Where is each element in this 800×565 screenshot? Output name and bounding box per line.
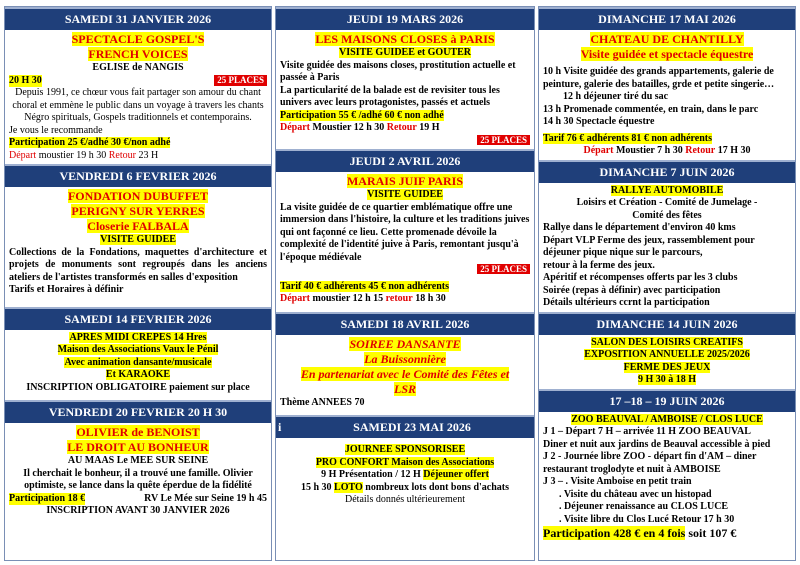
event-beauval <box>539 412 795 544</box>
program-line: . Visite du château avec un histopad <box>559 488 712 500</box>
event-highlight: Déjeuner offert <box>423 469 489 480</box>
program-line: Rallye dans le département d'environ 40 kms <box>543 222 736 233</box>
event-gospel <box>5 30 271 164</box>
price: Tarif 40 € adhérents 45 € non adhérents <box>280 280 450 292</box>
event-header: SAMEDI 14 FEVRIER 2026 <box>5 307 271 330</box>
event-line: FERME DES JEUX <box>623 361 711 373</box>
event-title: ZOO BEAUVAL / AMBOISE / CLOS LUCE <box>571 413 763 425</box>
depart-label: Départ <box>280 122 310 133</box>
event-rallye <box>539 183 795 312</box>
event-title: MARAIS JUIF PARIS <box>346 174 463 188</box>
event-line: 9 H 30 à 18 H <box>637 374 697 385</box>
event-header: VENDREDI 20 FEVRIER 20 H 30 <box>5 400 271 423</box>
event-title: FONDATION DUBUFFET <box>67 189 209 203</box>
event-line: SALON DES LOISIRS CREATIFS <box>591 336 743 348</box>
event-line: EXPOSITION ANNUELLE 2025/2026 <box>584 349 750 360</box>
program-line: Diner et nuit aux jardins de Beauval accessible à pied <box>543 438 771 450</box>
places-badge: 25 PLACES <box>477 135 530 145</box>
event-title: RALLYE AUTOMOBILE <box>610 184 724 196</box>
depart-label: Départ <box>583 145 614 156</box>
event-title: En partenariat avec le Comité des Fêtes et <box>300 366 510 381</box>
event-subtitle: VISITE GUIDEE <box>100 234 176 245</box>
event-header: SAMEDI 31 JANVIER 2026 <box>5 7 271 30</box>
program-line: Détails ultérieurs ccrnt la participation <box>543 297 710 308</box>
depart-info: Moustier 12 h 30 <box>312 122 385 133</box>
event-header: DIMANCHE 14 JUIN 2026 <box>539 312 795 335</box>
places-badge: 25 PLACES <box>477 264 530 274</box>
event-header: DIMANCHE 7 JUIN 2026 <box>539 160 795 183</box>
event-line: 9 H Présentation / 12 H <box>321 469 424 480</box>
retour-info: 17 H 30 <box>717 145 751 156</box>
event-highlight: LOTO <box>334 481 363 493</box>
program-line: Soirée (repas à définir) avec participation <box>543 284 721 296</box>
program-line: Apéritif et récompenses offerts par les 3 clubs <box>543 272 738 283</box>
program-line: 12 h déjeuner tiré du sac <box>563 91 669 102</box>
program-line: . Visite libre du Clos Lucé Retour 17 h 30 <box>559 513 735 525</box>
event-header: VENDREDI 6 FEVRIER 2026 <box>5 164 271 187</box>
retour-label: Retour <box>108 149 136 161</box>
event-subtitle: Comité des fêtes <box>632 209 702 221</box>
rendezvous: RV Le Mée sur Seine 19 h 45 <box>144 492 267 504</box>
details: Détails donnés ultérieurement <box>345 494 465 505</box>
event-header: 17 –18 – 19 JUIN 2026 <box>539 389 795 412</box>
description: Depuis 1991, ce chœur vous fait partager son amour du chant choral et emmène le public dans un voyage à travers les chants Négro spirituals, Gospels traditionnels et contemporains. <box>12 87 264 123</box>
event-chantilly <box>539 30 795 160</box>
column-right <box>538 6 796 561</box>
event-line: Maison des Associations Vaux le Pénil <box>57 344 219 355</box>
event-title: LE DROIT AU BONHEUR <box>67 440 209 454</box>
event-header: SAMEDI 18 AVRIL 2026 <box>276 312 534 335</box>
event-title: SOIREE DANSANTE <box>349 336 461 351</box>
price: Participation 25 €/adhé 30 €/non adhé <box>9 137 171 148</box>
event-crepes <box>5 330 271 401</box>
price: Tarif 76 € adhérents 81 € non adhérents <box>543 132 713 144</box>
event-sponsorisee <box>276 438 534 509</box>
event-title: LES MAISONS CLOSES à PARIS <box>315 32 495 46</box>
price-detail: soit 107 € <box>685 526 737 540</box>
time: 20 H 30 <box>9 74 42 86</box>
event-line: Et KARAOKE <box>105 369 171 380</box>
event-marais <box>276 172 534 312</box>
recommendation: Je vous le recommande <box>9 124 103 136</box>
program-line: 14 h 30 Spectacle équestre <box>543 116 655 127</box>
event-title: Closerie FALBALA <box>87 219 189 233</box>
price: Participation 428 € en 4 fois <box>543 526 686 540</box>
event-line: nombreux lots dont bons d'achats <box>362 481 510 493</box>
program-line: J 2 - Journée libre ZOO - départ fin d'AM – diner restaurant troglodyte et nuit à AMBOISE <box>543 451 757 475</box>
program-line: J 1 – Départ 7 H – arrivée 11 H ZOO BEAUVAL <box>543 426 751 437</box>
event-line: Avec animation dansante/musicale <box>64 356 212 368</box>
event-title: FRENCH VOICES <box>88 47 188 61</box>
event-header-row <box>276 415 534 438</box>
event-salon <box>539 335 795 389</box>
price: Participation 55 € /adhé 60 € non adhé <box>280 109 444 121</box>
event-subtitle: VISITE GUIDEE et GOUTER <box>339 47 471 58</box>
event-subtitle: Loisirs et Création - Comité de Jumelage - <box>576 197 758 208</box>
depart-info: Moustier 7 h 30 <box>615 145 683 156</box>
column-left <box>4 6 272 561</box>
depart-label: Départ <box>9 149 37 161</box>
event-benoist <box>5 423 271 520</box>
depart-info: moustier 19 h 30 <box>38 149 107 161</box>
retour-info: 23 H <box>138 149 159 161</box>
theme: Thème ANNEES 70 <box>280 396 365 408</box>
tarifs: Tarifs et Horaires à définir <box>9 284 124 295</box>
event-title: JOURNEE SPONSORISEE <box>344 444 466 455</box>
program-line: retour à la ferme des jeux. <box>543 259 655 271</box>
program-line: . Déjeuner renaissance au CLOS LUCE <box>559 501 729 512</box>
description: La particularité de la balade est de revisiter tous les univers avec leurs protagonistes, passés et actuels <box>280 84 500 108</box>
event-line: INSCRIPTION OBLIGATOIRE paiement sur place <box>26 381 250 393</box>
retour-info: 18 h 30 <box>415 293 446 304</box>
event-title: SPECTACLE GOSPEL'S <box>71 32 205 46</box>
header-mark: i <box>278 420 282 434</box>
program-line: 10 h Visite guidée des grands appartements, galerie de peinture, galerie des batailles, grde et petite singerie… <box>543 66 775 90</box>
places-badge: 25 PLACES <box>214 75 267 86</box>
price: Participation 18 € <box>9 492 86 504</box>
event-soiree <box>276 335 534 416</box>
event-header: SAMEDI 23 MAI 2026 <box>353 420 471 434</box>
description: Il cherchait le bonheur, il a trouvé une famille. Olivier optimiste, se lance dans la quête éperdue de la fidélité <box>23 467 253 491</box>
retour-label: Retour <box>386 122 417 133</box>
event-title: LSR <box>393 381 416 396</box>
description: Collections de la Fondations, maquettes d'architecture et projets de monuments sont regroupés dans les anciens ateliers de l'artistes transformés en salles d'exposition <box>9 246 267 283</box>
event-header: JEUDI 2 AVRIL 2026 <box>276 149 534 172</box>
retour-label: Retour <box>685 145 716 156</box>
depart-info: moustier 12 h 15 <box>312 293 384 304</box>
event-title: CHATEAU DE CHANTILLY <box>590 32 744 46</box>
event-title: La Buissonnière <box>364 351 446 366</box>
depart-label: Départ <box>280 293 310 304</box>
description: Visite guidée des maisons closes, prostitution actuelle et passée à Paris <box>280 59 516 83</box>
retour-label: retour <box>385 293 413 304</box>
event-header: JEUDI 19 MARS 2026 <box>276 7 534 30</box>
program-line: Départ VLP Ferme des jeux, rassemblement pour déjeuner pique nique sur le parcours, <box>543 234 755 258</box>
retour-info: 19 H <box>419 122 440 133</box>
venue: AU MAAS Le MEE SUR SEINE <box>67 455 209 466</box>
description: La visite guidée de ce quartier emblématique offre une immersion dans l'histoire, la culture et les traditions juives qui ont façonné ce lieu. Cette promenade dévoile la complexité de l'identité juive à Paris, remontant jusqu'à l'époque médiévale <box>280 201 530 263</box>
program-line: 13 h Promenade commentée, en train, dans le parc <box>543 103 759 115</box>
event-header: DIMANCHE 17 MAI 2026 <box>539 7 795 30</box>
column-middle <box>275 6 535 561</box>
event-line: 15 h 30 <box>300 481 335 493</box>
event-maisons-closes <box>276 30 534 149</box>
event-title: OLIVIER de BENOIST <box>76 425 200 439</box>
inscription: INSCRIPTION AVANT 30 JANVIER 2026 <box>46 505 230 516</box>
program-line: J 3 – . Visite Amboise en petit train <box>543 476 692 487</box>
event-subtitle: Visite guidée et spectacle équestre <box>580 47 754 61</box>
venue: EGLISE de NANGIS <box>92 62 184 73</box>
event-line: APRES MIDI CREPES 14 Hres <box>69 331 207 343</box>
event-dubuffet <box>5 187 271 307</box>
event-subtitle: PRO CONFORT Maison des Associations <box>315 456 495 468</box>
event-subtitle: VISITE GUIDEE <box>367 189 443 200</box>
event-title: PERIGNY SUR YERRES <box>71 204 205 218</box>
